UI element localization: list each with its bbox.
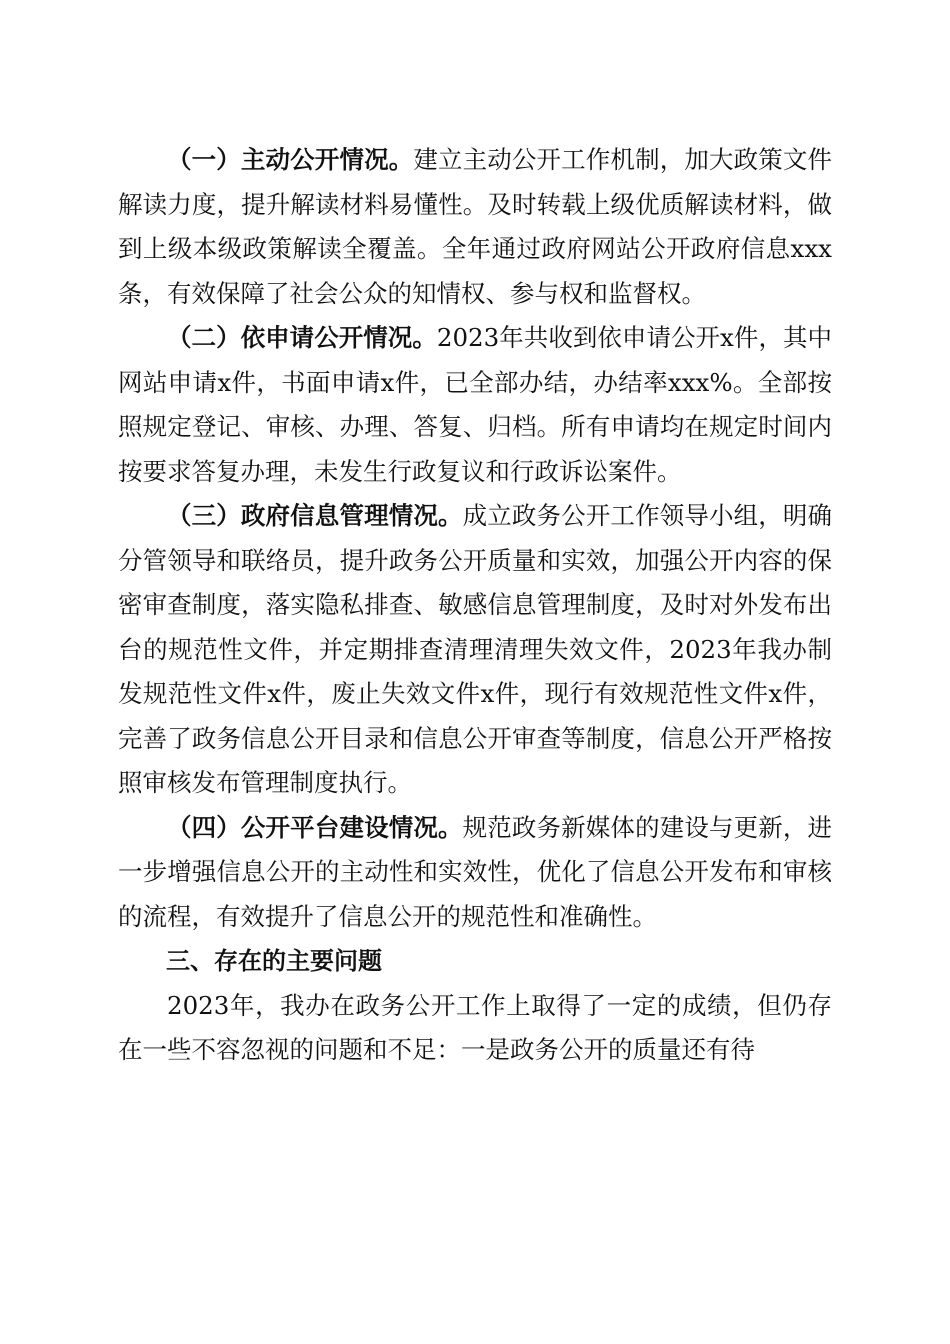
- paragraph-lead: （三）政府信息管理情况。: [167, 501, 463, 530]
- paragraph-lead: （四）公开平台建设情况。: [167, 812, 463, 842]
- paragraph-closing: 2023年，我办在政务公开工作上取得了一定的成绩，但仍存在一些不容忽视的问题和不足：一是政务公开的质量还有待: [118, 990, 832, 1064]
- section-heading: 三、存在的主要问题: [166, 947, 382, 975]
- paragraph-lead: （一）主动公开情况。: [167, 145, 414, 174]
- paragraph-request-disclosure: [118, 316, 832, 494]
- paragraph-text: 成立政务公开工作领导小组，明确分管领导和联络员，提升政务公开质量和实效，加强公开内容的保密审查制度，落实隐私排查、敏感信息管理制度，及时对外发布出台的规范性文件，并定期排查清理清理失效文件，2023年我办制发规范性文件x件，废止失效文件x件，现行有效规范性文件x件，完善了政务信息公开目录和信息公开审查等制度，信息公开严格按照审核发布管理制度执行。: [118, 501, 833, 797]
- paragraph-text: 2023年共收到依申请公开x件，其中网站申请x件，书面申请x件，已全部办结，办结率xxx%。全部按照规定登记、审核、办理、答复、归档。所有申请均在规定时间内按要求答复办理，未发生行政复议和行政诉讼案件。: [118, 323, 833, 486]
- paragraph-lead: （二）依申请公开情况。: [167, 323, 437, 352]
- document-body: [118, 138, 832, 1073]
- paragraph-text: 建立主动公开工作机制，加大政策文件解读力度，提升解读材料易懂性。及时转载上级优质解读材料，做到上级本级政策解读全覆盖。全年通过政府网站公开政府信息xxx条，有效保障了社会公众的知情权、参与权和监督权。: [118, 145, 833, 308]
- paragraph-info-management: [118, 494, 832, 806]
- paragraph-platform-building: [118, 806, 832, 940]
- paragraph-text: 规范政务新媒体的建设与更新，进一步增强信息公开的主动性和实效性，优化了信息公开发布和审核的流程，有效提升了信息公开的规范性和准确性。: [118, 812, 833, 931]
- paragraph-active-disclosure: [118, 138, 832, 316]
